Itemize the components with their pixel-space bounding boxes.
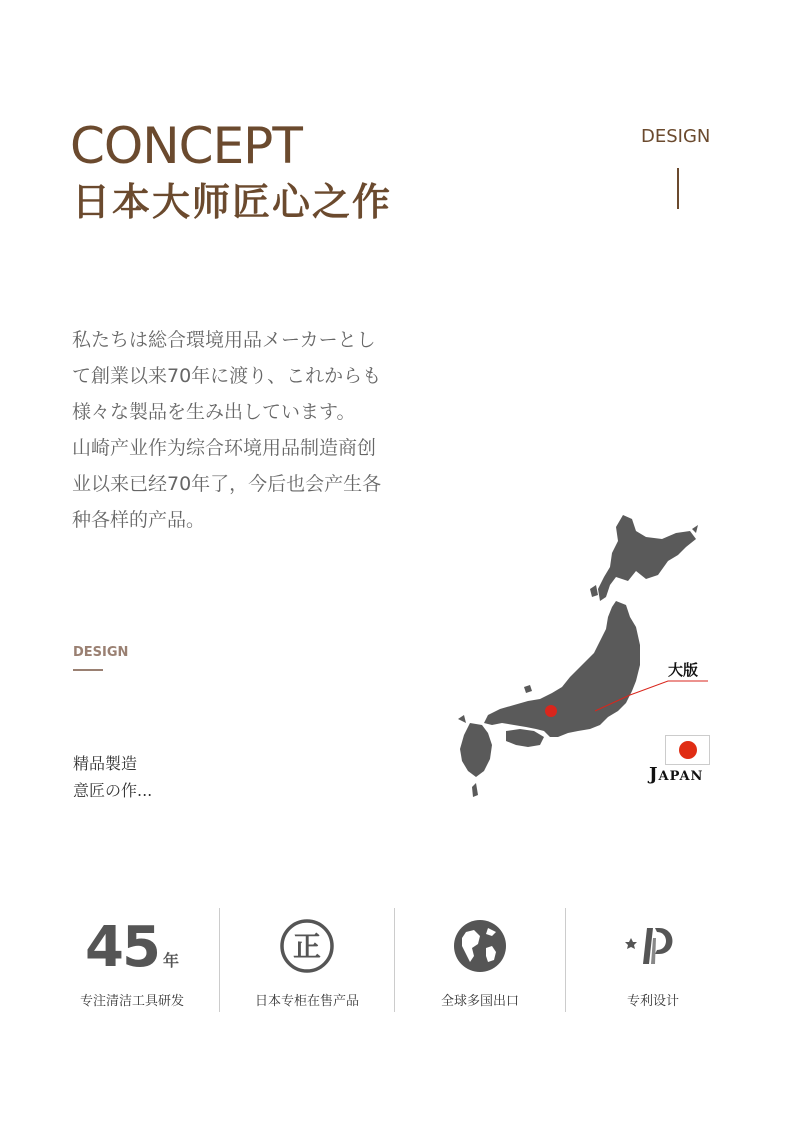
concept-title: CONCEPT [70,117,302,175]
page-subtitle: 日本大师匠心之作 [72,180,393,224]
osaka-marker [545,705,557,717]
tagline-line-2: 意匠の作... [73,781,153,800]
zheng-seal-icon [279,918,335,978]
osaka-label: 大版 [668,661,699,679]
japan-map [440,505,780,805]
japan-flag-icon [665,735,710,765]
feature-patent [566,908,740,1012]
flag-sun [679,741,697,759]
intro-line-zh-1: 山崎产业作为综合环境用品制造商创 [72,437,377,459]
patent-icon [625,918,681,978]
intro-line-ja-3: 様々な製品を生み出しています。 [72,401,356,423]
intro-line-zh-3: 种各样的产品。 [72,509,206,531]
vertical-divider [677,168,679,209]
japan-label-rest: APAN [658,769,704,784]
tagline-line-1: 精品製造 [73,754,138,773]
intro-text [72,322,402,538]
feature-years-label: 专注清洁工具研发 [79,994,184,1009]
feature-years [45,908,219,1012]
design-label-top: DESIGN [641,126,711,147]
intro-line-zh-2: 业以来已经70年了，今后也会产生各 [72,473,382,495]
years-number: 45 [85,915,159,980]
feature-genuine [220,908,394,1012]
honshu-island [484,601,640,737]
features-row [45,908,745,1012]
zheng-glyph: 正 [292,930,322,963]
feature-genuine-label: 日本专柜在售产品 [254,994,359,1009]
globe-icon [452,918,508,978]
intro-line-ja-1: 私たちは総合環境用品メーカーとし [72,329,376,351]
japan-label [649,764,703,785]
feature-patent-label: 专利设计 [626,994,679,1009]
feature-global [395,908,565,1012]
years-value [45,915,219,991]
japan-landmass [458,515,698,797]
kyushu-island [460,723,492,777]
design-underline [73,669,103,671]
shikoku-island [506,729,544,747]
japan-label-first: J [649,764,659,785]
hokkaido-island [598,515,696,601]
tagline [73,750,152,804]
design-label-small: DESIGN [73,645,129,660]
intro-line-ja-2: て創業以来70年に渡り、これからも [72,365,382,387]
feature-global-label: 全球多国出口 [440,994,519,1009]
years-unit: 年 [162,951,179,970]
